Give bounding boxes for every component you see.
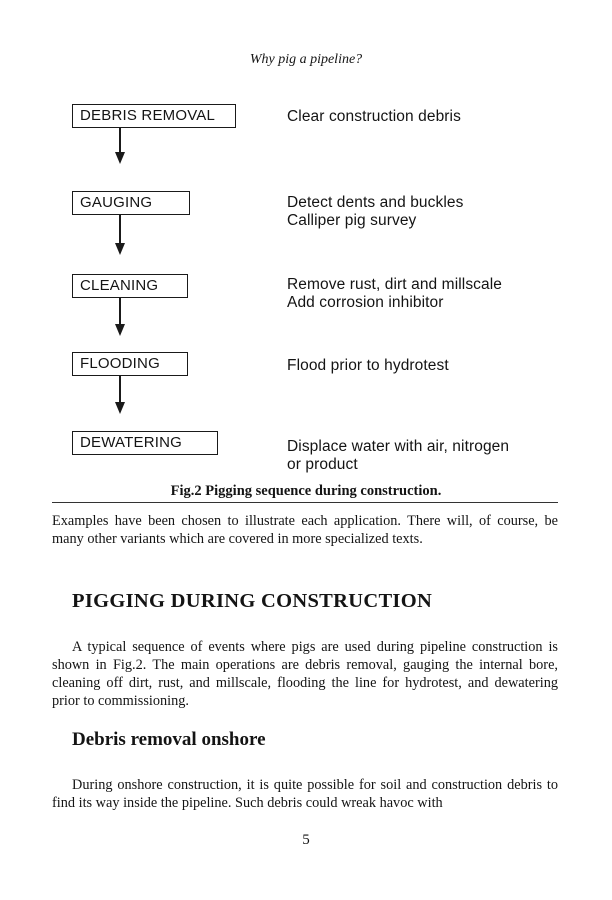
figure-caption: Fig.2 Pigging sequence during construction. [170, 483, 442, 499]
step-desc-flooding [287, 357, 587, 375]
step-desc-line: Add corrosion inhibitor [287, 294, 444, 311]
step-desc-line: Flood prior to hydrotest [287, 357, 449, 374]
step-box-flooding: FLOODING [72, 352, 188, 376]
running-head: Why pig a pipeline? [249, 52, 363, 67]
step-box-cleaning: CLEANING [72, 274, 188, 298]
page-number: 5 [302, 832, 310, 848]
intro-paragraph: Examples have been chosen to illustrate each application. There will, of course, be many other variants which are covered in more specialized texts. [52, 513, 558, 547]
step-desc-line: Detect dents and buckles [287, 194, 464, 211]
arrow-down-icon [115, 215, 125, 255]
step-desc-cleaning [287, 276, 587, 312]
step-desc-debris-removal [287, 108, 587, 126]
step-desc-line: or product [287, 456, 358, 473]
arrow-down-icon [115, 128, 125, 164]
step-desc-line: Calliper pig survey [287, 212, 417, 229]
section-paragraph: A typical sequence of events where pigs are used during pipeline construction is shown in Fig.2. The main operations are debris removal, gauging the internal bore, cleaning off dirt, rust, and millscale, flooding the line for hydrotest, and dewatering prior to commissioning. [52, 639, 558, 709]
step-box-debris-removal: DEBRIS REMOVAL [72, 104, 236, 128]
step-desc-line: Clear construction debris [287, 108, 461, 125]
step-desc-dewatering [287, 438, 587, 474]
step-desc-gauging [287, 194, 587, 230]
arrow-down-icon [115, 376, 125, 414]
step-box-dewatering: DEWATERING [72, 431, 218, 455]
divider [52, 502, 558, 503]
step-box-gauging: GAUGING [72, 191, 190, 215]
section-heading: PIGGING DURING CONSTRUCTION [72, 590, 433, 612]
step-desc-line: Displace water with air, nitrogen [287, 438, 510, 455]
subsection-paragraph: During onshore construction, it is quite possible for soil and construction debris to find its way inside the pipeline. Such debris could wreak havoc with [52, 777, 558, 811]
subsection-heading: Debris removal onshore [72, 729, 266, 750]
step-desc-line: Remove rust, dirt and millscale [287, 276, 503, 293]
arrow-down-icon [115, 298, 125, 336]
